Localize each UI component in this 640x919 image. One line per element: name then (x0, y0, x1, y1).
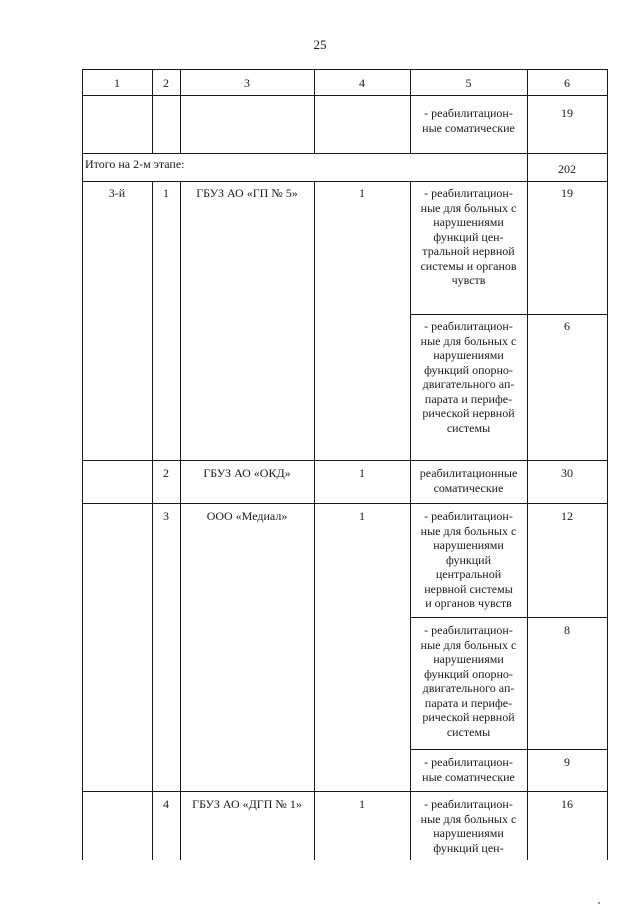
group-1-row-2-col5: - реабилитацион- ные для больных с нарушениями функций опорно- двигательного ап- парата и перифе- рической нервной системы (420, 319, 517, 435)
group-1-num: 1 (163, 186, 169, 200)
group-4-row-1-col5: - реабилитацион- ные для больных с нарушениями функций цен- (420, 797, 517, 855)
rule-right (607, 69, 608, 860)
group-1-col4: 1 (359, 186, 365, 200)
group-3-row-2-col5: - реабилитацион- ные для больных с нарушениями функций опорно- двигательного ап- парата и перифе- рической нервной системы (420, 623, 517, 739)
group-2-org: ГБУЗ АО «ОКД» (203, 466, 291, 480)
group-3-org: ООО «Медиал» (206, 509, 288, 523)
group-1-row-1-col5: - реабилитацион- ные для больных с нарушениями функций цен- тральной нервной системы и органов чувств (420, 186, 517, 287)
scan-speck (598, 902, 600, 904)
header-col-6: 6 (564, 76, 570, 90)
total-value: 202 (558, 162, 576, 176)
group-3-row-2-col6: 8 (564, 623, 570, 637)
group-4-org: ГБУЗ АО «ДГП № 1» (192, 797, 302, 811)
group-1-row-2-col6: 6 (564, 319, 570, 333)
group-4-col4: 1 (359, 797, 365, 811)
stage-label: 3-й (108, 186, 126, 200)
group-3-row-1-col6: 12 (561, 509, 573, 523)
header-col-3: 3 (244, 76, 250, 90)
rule-header-bottom (82, 95, 608, 96)
group-1-org: ГБУЗ АО «ГП № 5» (196, 186, 298, 200)
group-2-row-1-col6: 30 (561, 466, 573, 480)
rule-g3-split2 (410, 749, 608, 750)
group-3-col4: 1 (359, 509, 365, 523)
group-2-row-1-col5: реабилитационные соматические (419, 466, 518, 495)
total-label: Итого на 2-м этапе: (85, 157, 185, 171)
rule-total-bottom (82, 181, 608, 182)
rule-g1-split (410, 314, 608, 315)
group-1-row-1-col6: 19 (561, 186, 573, 200)
group-4-row-1-col6: 16 (561, 797, 573, 811)
header-col-4: 4 (359, 76, 365, 90)
group-3-num: 3 (163, 509, 169, 523)
cont-col6: 19 (561, 106, 573, 120)
group-2-num: 2 (163, 466, 169, 480)
rule-g2-bottom (82, 503, 608, 504)
group-4-num: 4 (163, 797, 169, 811)
header-col-5: 5 (465, 76, 472, 90)
rule-g1-bottom (82, 460, 608, 461)
header-col-1: 1 (114, 76, 120, 90)
rule-total-top (82, 153, 608, 154)
group-3-row-1-col5: - реабилитацион- ные для больных с нарушениями функций центральной нервной системы и органов чувств (420, 509, 517, 610)
header-col-2: 2 (163, 76, 169, 90)
group-3-row-3-col6: 9 (564, 755, 570, 769)
group-3-row-3-col5: - реабилитацион- ные соматические (422, 755, 515, 784)
cont-col5: - реабилитацион- ные соматические (422, 106, 515, 135)
rule-top (82, 69, 608, 70)
rule-g3-split1 (410, 617, 608, 618)
rule-g3-bottom (82, 791, 608, 792)
group-2-col4: 1 (359, 466, 365, 480)
page-number: 25 (313, 37, 327, 52)
